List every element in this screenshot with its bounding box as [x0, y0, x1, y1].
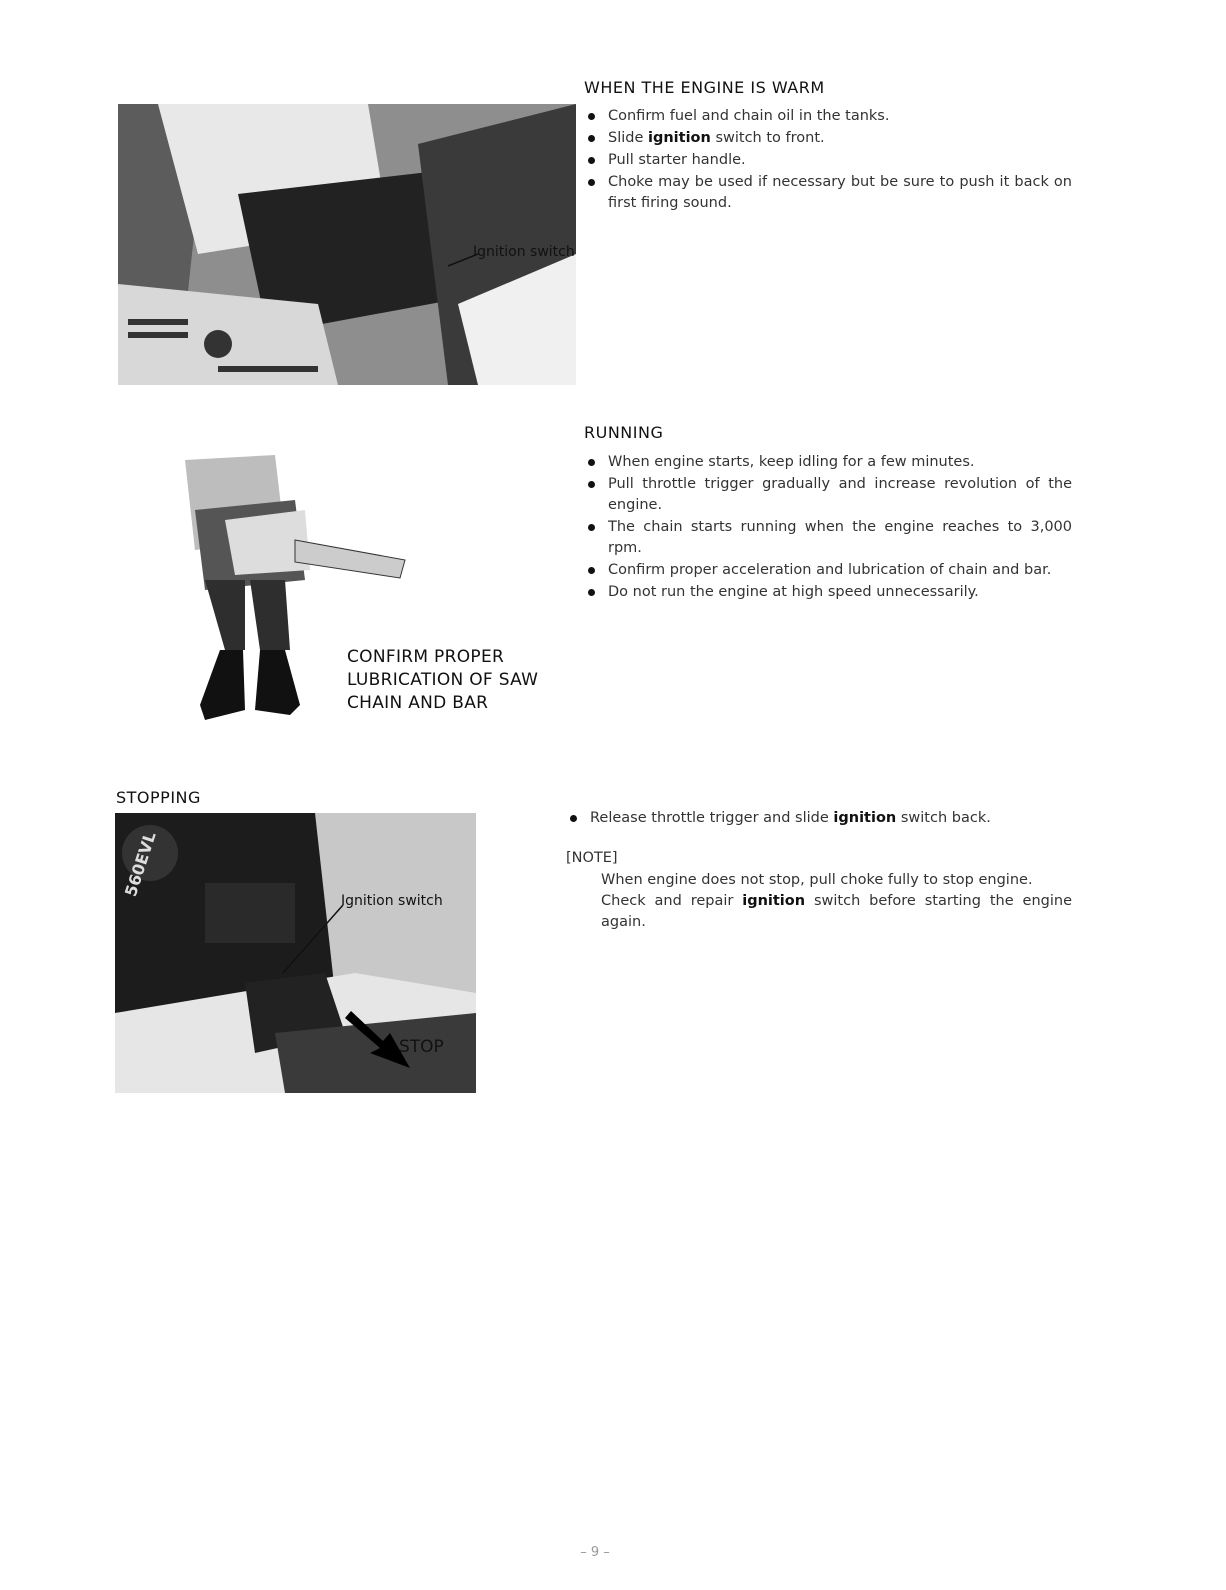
page-number: – 9 –	[580, 1545, 610, 1560]
section-heading-running: RUNNING	[584, 423, 664, 442]
lubrication-caption	[347, 646, 538, 715]
list-item: Slide ignition switch to front.	[584, 128, 1072, 149]
stopping-steps-list	[566, 808, 1066, 830]
note-block	[566, 848, 1072, 933]
caption-line: CHAIN AND BAR	[347, 693, 489, 713]
list-item: Do not run the engine at high speed unnecessarily.	[584, 582, 1072, 603]
note-line: When engine does not stop, pull choke fully to stop engine.	[601, 872, 1033, 888]
list-item: When engine starts, keep idling for a few minutes.	[584, 452, 1072, 473]
note-line: Check and repair ignition switch before starting the engine again.	[601, 893, 1072, 930]
list-item: Pull throttle trigger gradually and increase revolution of the engine.	[584, 474, 1072, 516]
model-label: 560EVL	[121, 829, 160, 899]
running-steps-list	[584, 452, 1072, 604]
stop-label: STOP	[399, 1037, 444, 1057]
list-item: Confirm proper acceleration and lubrication of chain and bar.	[584, 560, 1072, 581]
list-item: Confirm fuel and chain oil in the tanks.	[584, 106, 1072, 127]
section-heading-warm: WHEN THE ENGINE IS WARM	[584, 78, 825, 97]
ignition-switch-label: Ignition switch	[341, 893, 443, 909]
caption-line: LUBRICATION OF SAW	[347, 670, 539, 690]
warm-steps-list	[584, 106, 1072, 215]
list-item: Release throttle trigger and slide ignition switch back.	[566, 808, 1066, 829]
list-item: The chain starts running when the engine reaches to 3,000 rpm.	[584, 517, 1072, 559]
photo-warm-engine	[118, 104, 576, 385]
caption-line: CONFIRM PROPER	[347, 647, 505, 667]
note-label: [NOTE]	[566, 850, 618, 866]
list-item: Choke may be used if necessary but be sure to push it back on first firing sound.	[584, 172, 1072, 214]
photo-stopping-switch	[115, 813, 476, 1093]
ignition-switch-label: Ignition switch	[473, 244, 575, 260]
section-heading-stopping: STOPPING	[116, 788, 201, 807]
list-item: Pull starter handle.	[584, 150, 1072, 171]
